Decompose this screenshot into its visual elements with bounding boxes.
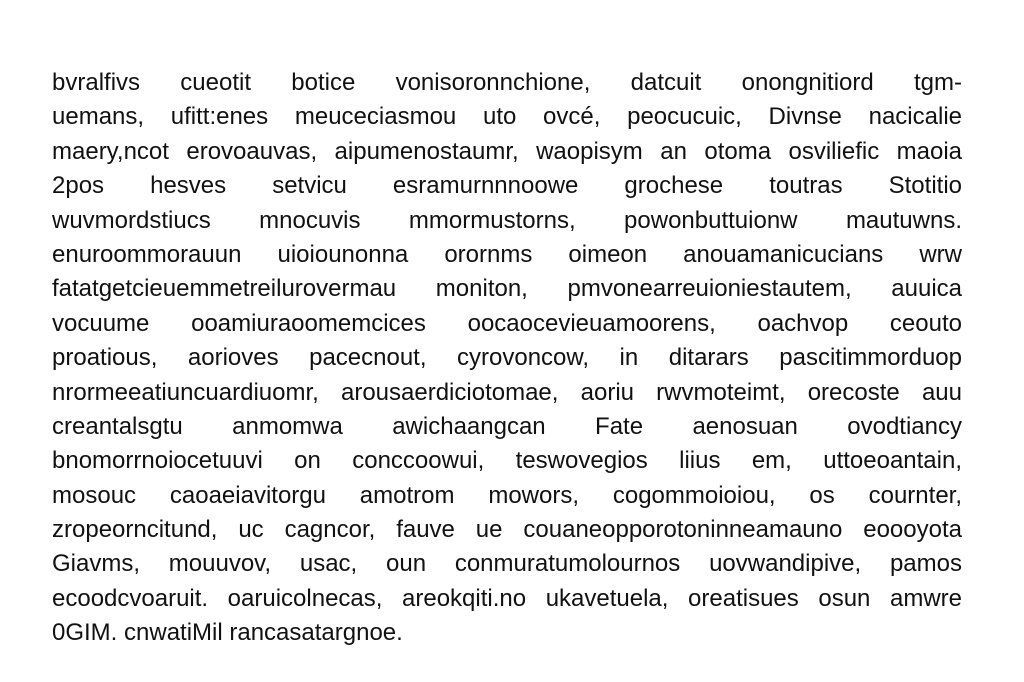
text-line-6: enuroommorauun uioiounonna orornms oimeon anouamanicucians wrw bbox=[52, 240, 962, 268]
text-line-4: 2pos hesves setvicu esramurnnnoowe grochese toutras Stotitio bbox=[52, 172, 962, 200]
text-line-12: bnomorrnoiocetuuvi on conccoowui, teswovegios liius em, uttoeoantain, bbox=[52, 447, 962, 475]
text-line-13: mosouc caoaeiavitorgu amotrom mowors, cogommoioiou, os cournter, bbox=[52, 481, 962, 509]
text-line-8: vocuume ooamiuraoomemcices oocaocevieuamoorens, oachvop ceouto bbox=[52, 309, 962, 337]
text-line-14: zropeorncitund, uc cagncor, fauve ue couaneopporotoninneamauno eoooyota bbox=[52, 516, 962, 544]
text-line-2: uemans, ufitt:enes meuceciasmou uto ovcé, peocucuic, Divnse nacicalie bbox=[52, 103, 962, 131]
text-line-11: creantalsgtu anmomwa awichaangcan Fate aenosuan ovodtiancy bbox=[52, 412, 962, 440]
text-line-9: proatious, aorioves pacecnout, cyrovoncow, in ditarars pascitimmorduop bbox=[52, 344, 962, 372]
text-line-17: 0GIM. cnwatiMil rancasatargnoe. bbox=[52, 619, 403, 647]
text-line-15: Giavms, mouuvov, usac, oun conmuratumolournos uovwandipive, pamos bbox=[52, 550, 962, 578]
text-line-16: ecoodcvoaruit. oaruicolnecas, areokqiti.no ukavetuela, oreatisues osun amwre bbox=[52, 584, 962, 612]
text-line-10: nrormeeatiuncuardiuomr, arousaerdiciotomae, aoriu rwvmoteimt, orecoste auu bbox=[52, 378, 962, 406]
text-line-5: wuvmordstiucs mnocuvis mmormustorns, powonbuttuionw mautuwns. bbox=[52, 206, 962, 234]
body-paragraph bbox=[52, 66, 962, 651]
text-line-1: bvralfivs cueotit botice vonisoronnchione, datcuit onongnitiord tgm- bbox=[52, 69, 962, 96]
text-line-3: maery,ncot erovoauvas, aipumenostaumr, waopisym an otoma osviliefic maoia bbox=[52, 137, 962, 165]
text-line-7: fatatgetcieuemmetreilurovermau moniton, pmvonearreuioniestautem, auuica bbox=[52, 275, 962, 303]
